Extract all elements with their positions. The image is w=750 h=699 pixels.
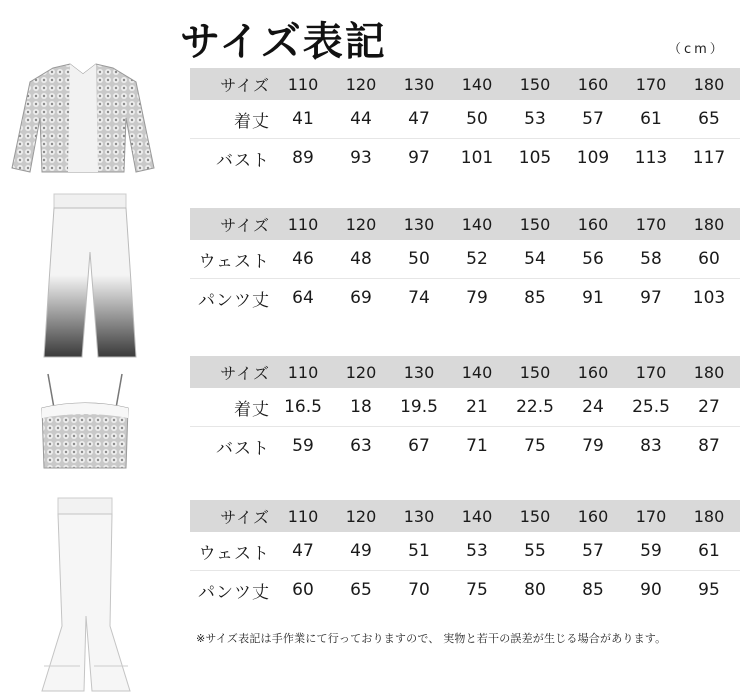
cell-value: 71	[466, 436, 488, 456]
cell-value: 50	[408, 249, 430, 269]
row-label: 着丈	[234, 399, 270, 420]
cell-value: 89	[292, 148, 314, 168]
cell-value: 60	[698, 249, 720, 269]
size-value: 140	[461, 214, 493, 234]
cell-value: 16.5	[284, 397, 322, 417]
cell-value: 48	[350, 249, 372, 269]
size-value: 120	[345, 74, 377, 94]
cell-value: 74	[408, 288, 430, 308]
cell-value: 93	[350, 148, 372, 168]
cell-value: 58	[640, 249, 662, 269]
size-value: 180	[693, 214, 725, 234]
table-row	[190, 100, 740, 139]
cell-value: 91	[582, 288, 604, 308]
cell-value: 27	[698, 397, 720, 417]
sequin-crop-top-icon	[30, 368, 140, 478]
cell-value: 21	[466, 397, 488, 417]
size-value: 110	[287, 74, 319, 94]
table-row	[190, 388, 740, 427]
cell-value: 46	[292, 249, 314, 269]
cell-value: 63	[350, 436, 372, 456]
table-row	[190, 427, 740, 465]
cell-value: 65	[698, 109, 720, 129]
size-value: 140	[461, 362, 493, 382]
size-value: 180	[693, 74, 725, 94]
size-value: 110	[287, 214, 319, 234]
cell-value: 50	[466, 109, 488, 129]
size-value: 160	[577, 74, 609, 94]
size-value: 160	[577, 362, 609, 382]
cell-value: 67	[408, 436, 430, 456]
sequin-jacket-icon	[8, 60, 158, 180]
size-value: 160	[577, 506, 609, 526]
cell-value: 59	[292, 436, 314, 456]
cell-value: 25.5	[632, 397, 670, 417]
cell-value: 79	[582, 436, 604, 456]
cell-value: 19.5	[400, 397, 438, 417]
size-value: 180	[693, 362, 725, 382]
cell-value: 24	[582, 397, 604, 417]
size-value: 140	[461, 506, 493, 526]
size-table-pants	[190, 208, 740, 317]
cell-value: 85	[582, 580, 604, 600]
size-value: 120	[345, 362, 377, 382]
cell-value: 64	[292, 288, 314, 308]
size-value: 150	[519, 74, 551, 94]
cell-value: 55	[524, 541, 546, 561]
table-row	[190, 571, 740, 609]
table-row	[190, 240, 740, 279]
size-value: 170	[635, 74, 667, 94]
cell-value: 70	[408, 580, 430, 600]
cell-value: 53	[524, 109, 546, 129]
cell-value: 41	[292, 109, 314, 129]
size-table-jacket	[190, 68, 740, 177]
row-label: パンツ丈	[198, 582, 270, 603]
cell-value: 79	[466, 288, 488, 308]
size-value: 150	[519, 214, 551, 234]
cell-value: 56	[582, 249, 604, 269]
cell-value: 54	[524, 249, 546, 269]
row-label: 着丈	[234, 111, 270, 132]
row-label: ウェスト	[198, 543, 270, 564]
size-header-row	[190, 68, 740, 100]
cell-value: 57	[582, 541, 604, 561]
size-header-label: サイズ	[220, 215, 270, 235]
size-value: 110	[287, 506, 319, 526]
cell-value: 75	[466, 580, 488, 600]
table-row	[190, 279, 740, 317]
cell-value: 65	[350, 580, 372, 600]
cell-value: 59	[640, 541, 662, 561]
size-value: 160	[577, 214, 609, 234]
cell-value: 85	[524, 288, 546, 308]
cell-value: 47	[292, 541, 314, 561]
row-label: バスト	[216, 438, 270, 459]
size-value: 130	[403, 506, 435, 526]
cell-value: 90	[640, 580, 662, 600]
cell-value: 109	[576, 148, 610, 168]
size-value: 180	[693, 506, 725, 526]
size-value: 140	[461, 74, 493, 94]
size-value: 150	[519, 506, 551, 526]
cell-value: 80	[524, 580, 546, 600]
size-header-label: サイズ	[220, 507, 270, 527]
size-value: 170	[635, 362, 667, 382]
size-value: 170	[635, 506, 667, 526]
size-header-label: サイズ	[220, 75, 270, 95]
cell-value: 87	[698, 436, 720, 456]
row-label: パンツ丈	[198, 290, 270, 311]
cell-value: 83	[640, 436, 662, 456]
size-value: 120	[345, 214, 377, 234]
cell-value: 57	[582, 109, 604, 129]
cell-value: 105	[518, 148, 552, 168]
cell-value: 61	[698, 541, 720, 561]
row-label: バスト	[216, 150, 270, 171]
size-value: 150	[519, 362, 551, 382]
size-value: 130	[403, 74, 435, 94]
cell-value: 101	[460, 148, 494, 168]
row-label: ウェスト	[198, 251, 270, 272]
table-row	[190, 532, 740, 571]
page-title: サイズ表記	[180, 19, 387, 65]
size-header-row	[190, 356, 740, 388]
unit-label: （cm）	[668, 42, 726, 57]
cell-value: 18	[350, 397, 372, 417]
size-value: 120	[345, 506, 377, 526]
cell-value: 60	[292, 580, 314, 600]
cell-value: 47	[408, 109, 430, 129]
size-table-crop-top	[190, 356, 740, 465]
flare-pants-icon	[30, 496, 140, 696]
cell-value: 97	[408, 148, 430, 168]
cell-value: 51	[408, 541, 430, 561]
cell-value: 61	[640, 109, 662, 129]
cell-value: 75	[524, 436, 546, 456]
cell-value: 44	[350, 109, 372, 129]
size-value: 130	[403, 214, 435, 234]
cell-value: 53	[466, 541, 488, 561]
table-row	[190, 139, 740, 177]
cell-value: 69	[350, 288, 372, 308]
size-value: 130	[403, 362, 435, 382]
cell-value: 103	[692, 288, 726, 308]
gradient-pants-icon	[40, 192, 140, 362]
size-header-row	[190, 500, 740, 532]
size-header-label: サイズ	[220, 363, 270, 383]
size-value: 170	[635, 214, 667, 234]
disclaimer-note: ※サイズ表記は手作業にて行っておりますので、 実物と若干の誤差が生じる場合があります。	[196, 632, 667, 645]
cell-value: 113	[634, 148, 668, 168]
cell-value: 117	[692, 148, 726, 168]
size-value: 110	[287, 362, 319, 382]
cell-value: 22.5	[516, 397, 554, 417]
cell-value: 52	[466, 249, 488, 269]
cell-value: 49	[350, 541, 372, 561]
cell-value: 97	[640, 288, 662, 308]
size-table-flare-pants	[190, 500, 740, 609]
cell-value: 95	[698, 580, 720, 600]
size-header-row	[190, 208, 740, 240]
